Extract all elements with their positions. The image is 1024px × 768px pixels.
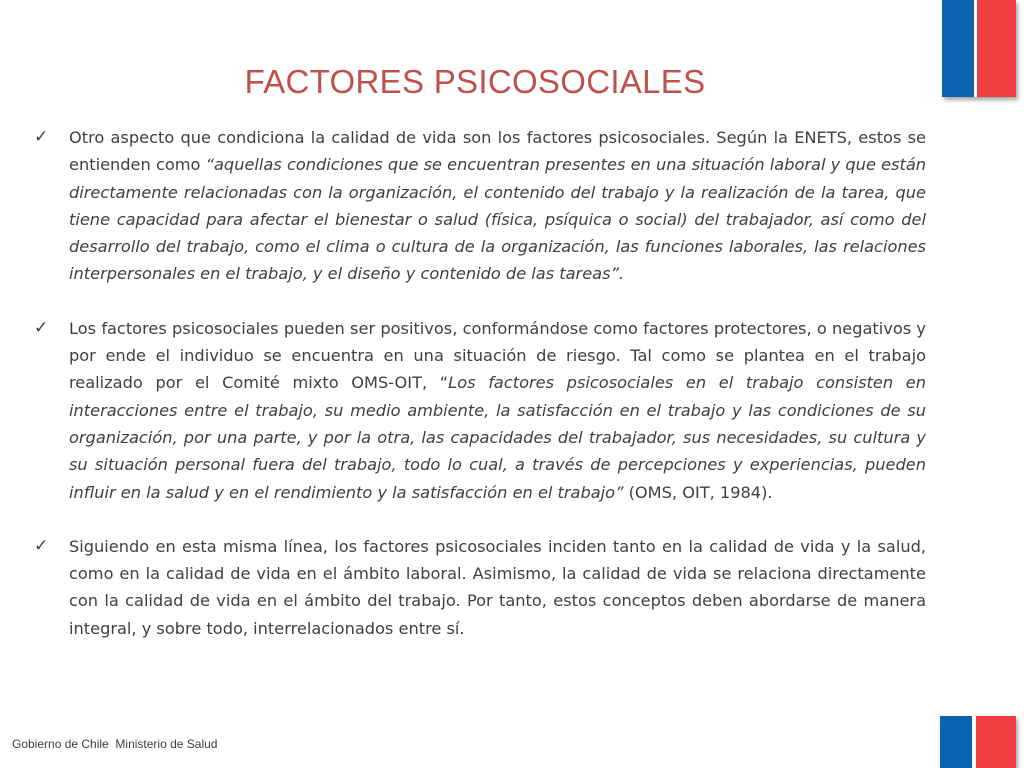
bullet-2-plain: Los factores psicosociales pueden ser positivos, conformándose como factores protectores, o negativos y por ende el individuo se encuentra en una situación de riesgo. Tal como se plantea en el trabajo realizado por el Comité mixto OMS-OIT, “: [69, 318, 926, 393]
checkmark-icon: ✓: [34, 535, 49, 556]
checkmark-icon: ✓: [34, 317, 49, 338]
flag-blue-stripe: [940, 716, 972, 768]
bullet-2-citation: (OMS, OIT, 1984).: [623, 482, 773, 502]
chile-flag-logo-bottom: [940, 716, 1016, 768]
flag-red-stripe: [977, 0, 1016, 97]
bullet-text-3: [69, 533, 926, 642]
chile-flag-logo-top: [942, 0, 1016, 97]
bullet-2-quote: Los factores psicosociales en el trabajo consisten en interacciones entre el trabajo, su medio ambiente, la satisfacción en el trabajo y las condiciones de su organización, por una parte, y por la otra, las capacidades del trabajador, sus necesidades, su cultura y su situación personal fuera del trabajo, todo lo cual, a través de percepciones y experiencias, pueden influir en la salud y en el rendimiento y la satisfacción en el trabajo”: [69, 373, 926, 502]
bullet-item-2: [34, 315, 926, 506]
slide-title: FACTORES PSICOSOCIALES: [244, 63, 706, 100]
checkmark-icon: ✓: [34, 127, 49, 147]
bullet-text-2: [69, 315, 926, 506]
bullet-text-1: [69, 124, 926, 288]
bullet-3-plain: Siguiendo en esta misma línea, los factores psicosociales inciden tanto en la calidad de vida y la salud, como en la calidad de vida en el ámbito laboral. Asimismo, la calidad de vida se relaciona directamente con la calidad de vida en el ámbito del trabajo. Por tanto, estos conceptos deben abordarse de manera integral, y sobre todo, interrelacionados entre sí.: [69, 536, 926, 638]
footer-ministerio: Ministerio de Salud: [115, 737, 218, 751]
bullet-item-3: [34, 533, 926, 642]
bullet-1-plain: Otro aspecto que condiciona la calidad de vida son los factores psicosociales. Según la ENETS, estos se entienden como: [69, 128, 926, 175]
bullet-1-quote: “aquellas condiciones que se encuentran presentes en una situación laboral y que están directamente relacionadas con la organización, el contenido del trabajo y la realización de la tarea, que tiene capacidad para afectar el bienestar o salud (física, psíquica o social) del trabajador, así como del desarrollo del trabajo, como el clima o cultura de la organización, las funciones laborales, las relaciones interpersonales en el trabajo, y el diseño y contenido de las tareas”.: [69, 155, 927, 284]
footer: [12, 737, 217, 751]
flag-red-stripe: [976, 716, 1016, 768]
footer-gobierno: Gobierno de Chile: [12, 737, 109, 751]
bullet-item-1: [34, 124, 926, 288]
slide-body: [34, 124, 926, 642]
